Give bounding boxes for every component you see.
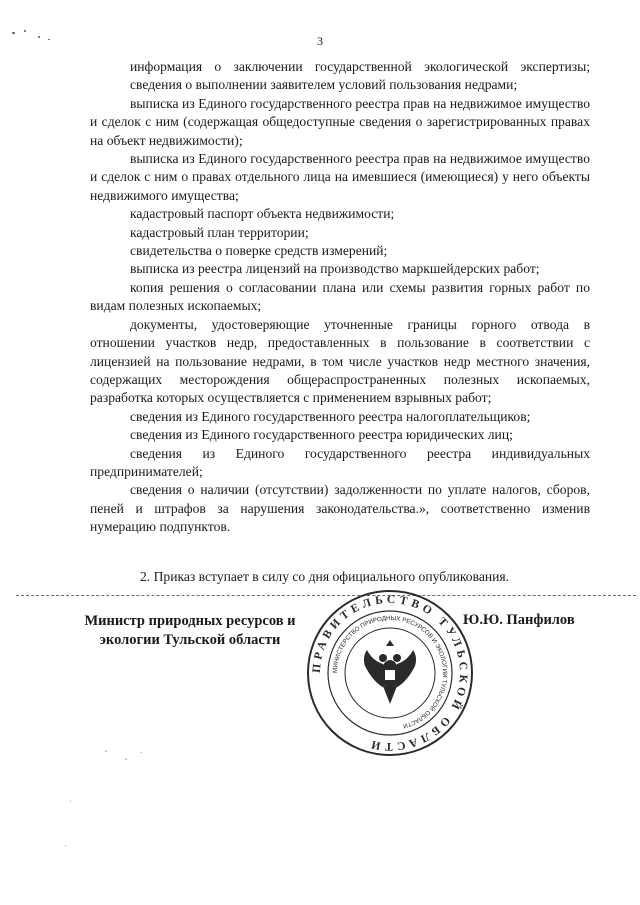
list-item: выписка из реестра лицензий на производство маркшейдерских работ; bbox=[130, 261, 540, 277]
scan-noise bbox=[140, 752, 142, 753]
scan-noise bbox=[38, 36, 40, 38]
list-item: сведения из Единого государственного реестра индивидуальных предпринимателей; bbox=[90, 445, 590, 479]
list-item: свидетельства о поверке средств измерений; bbox=[130, 243, 388, 259]
official-seal bbox=[305, 588, 475, 758]
signatory-position: Министр природных ресурсов и экологии Тульской области bbox=[84, 613, 296, 648]
list-item: сведения о выполнении заявителем условий пользования недрами; bbox=[130, 77, 518, 93]
seal-outer-text: ПРАВИТЕЛЬСТВО ТУЛЬСКОЙ ОБЛАСТИ bbox=[310, 593, 470, 753]
document-body bbox=[90, 58, 590, 537]
page-number: 3 bbox=[317, 34, 323, 48]
list-item: информация о заключении государственной экологической экспертизы; bbox=[130, 59, 590, 74]
scan-noise bbox=[12, 32, 15, 34]
list-item: кадастровый паспорт объекта недвижимости; bbox=[130, 206, 395, 222]
signer-name: Ю.Ю. Панфилов bbox=[463, 612, 575, 628]
scan-noise bbox=[105, 750, 107, 752]
seal-inner-text: МИНИСТЕРСТВО ПРИРОДНЫХ РЕСУРСОВ И ЭКОЛОГИИ ТУЛЬСКОЙ ОБЛАСТИ bbox=[331, 614, 449, 730]
scan-noise bbox=[48, 39, 50, 40]
list-item: копия решения о согласовании плана или схемы развития горных работ по видам полезных ископаемых; bbox=[90, 279, 590, 314]
list-item: выписка из Единого государственного реестра прав на недвижимое имущество и сделок с ним (содержащая общедоступные сведения о зарегистрированных правах на объект недвижимости); bbox=[90, 95, 590, 148]
scan-noise bbox=[65, 845, 66, 847]
clause-2: 2. Приказ вступает в силу со дня официального опубликования. bbox=[140, 569, 510, 584]
scan-noise bbox=[125, 758, 127, 760]
list-item: документы, удостоверяющие уточненные границы горного отвода в отношении участков недр, предоставленных в пользование в соответствии с лицензией на пользование недрами, в том числе участков недр местного значения, содержащих месторождения общераспространенных полезных ископаемых, разработка которых осуществляется с применением взрывных работ; bbox=[90, 316, 590, 406]
list-item: сведения о наличии (отсутствии) задолженности по уплате налогов, сборов, пеней и штрафов за нарушения законодательства.», соответственно изменив нумерацию подпунктов. bbox=[90, 482, 590, 535]
list-item: сведения из Единого государственного реестра налогоплательщиков; bbox=[130, 408, 531, 424]
list-item: выписка из Единого государственного реестра прав на недвижимое имущество и сделок с ним о правах отдельного лица на имевшиеся (имеющиеся) у него объекты недвижимого имущества; bbox=[90, 151, 590, 203]
double-headed-eagle-icon bbox=[364, 640, 416, 704]
list-item: сведения из Единого государственного реестра юридических лиц; bbox=[130, 427, 513, 443]
scan-noise bbox=[24, 30, 26, 32]
scan-noise bbox=[70, 800, 71, 802]
list-item: кадастровый план территории; bbox=[130, 224, 309, 240]
